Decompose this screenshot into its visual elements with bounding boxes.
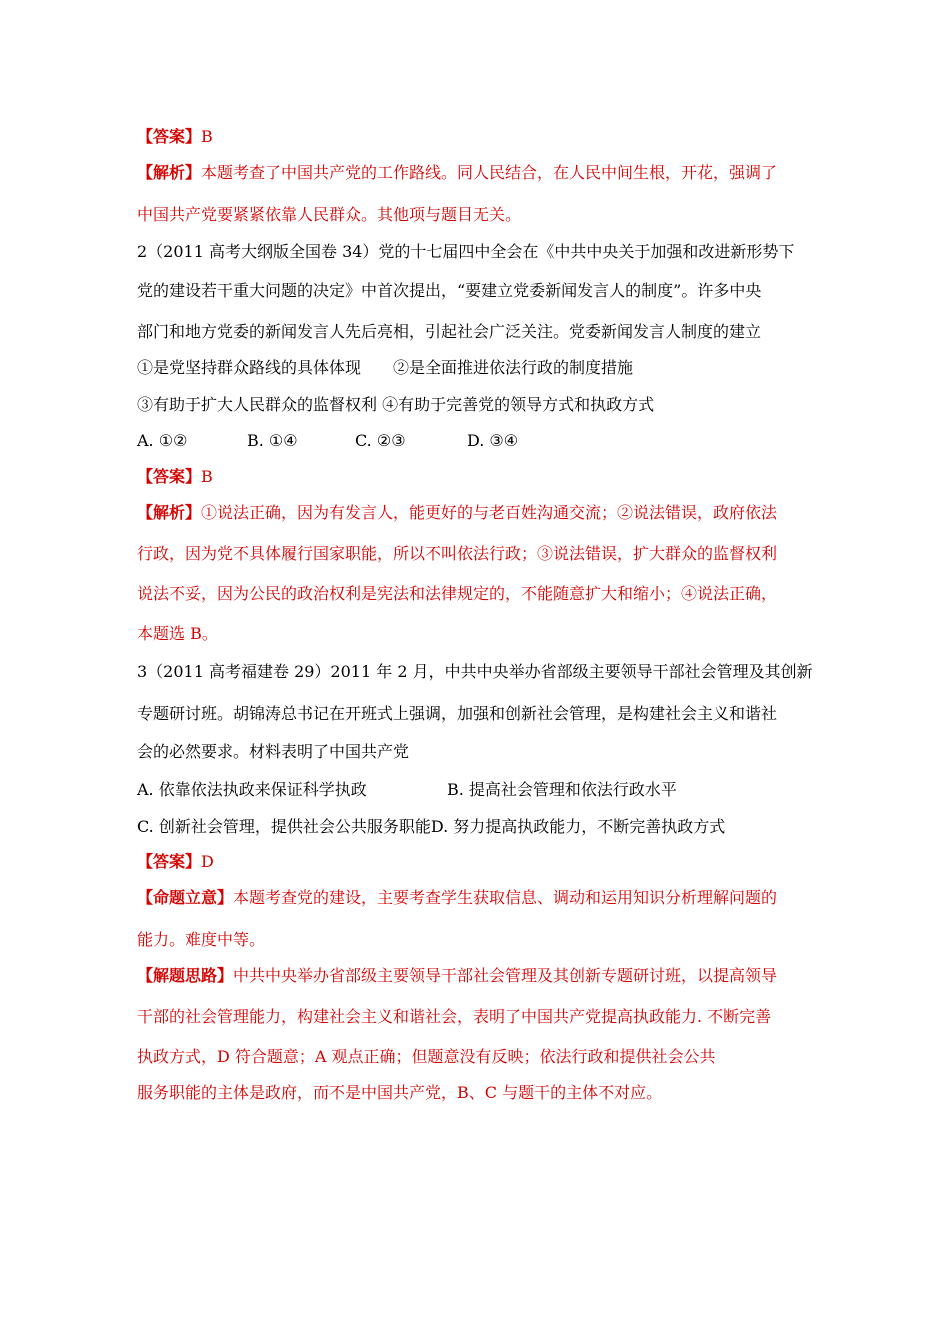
- q2-options-line: [137, 430, 518, 452]
- q3-approach-line-4: 服务职能的主体是政府，而不是中国共产党，B、C 与题干的主体不对应。: [137, 1083, 663, 1102]
- q2-option-a: A. ①②: [137, 431, 188, 450]
- answer-tag: 【答案】: [137, 467, 202, 486]
- q3-approach-line-1: [137, 965, 777, 987]
- q3-approach-line-2: 干部的社会管理能力，构建社会主义和谐社会，表明了中国共产党提高执政能力. 不断完善: [137, 1007, 772, 1026]
- q3-option-b: B. 提高社会管理和依法行政水平: [447, 780, 677, 799]
- q2-option-d: D. ③④: [467, 431, 519, 450]
- q2-answer-line: [137, 466, 213, 488]
- q3-option-d: D. 努力提高执政能力，不断完善执政方式: [430, 817, 726, 836]
- q2-option-b: B. ①④: [247, 431, 298, 450]
- q3-stem-line-3: 会的必然要求。材料表明了中国共产党: [137, 742, 410, 761]
- intent-tag: 【命题立意】: [137, 888, 234, 907]
- q1-answer-line: [137, 126, 213, 148]
- q3-stem-line-1: 3（2011 高考福建卷 29）2011 年 2 月，中共中央举办省部级主要领导干部社会管理及其创新: [137, 662, 813, 681]
- answer-tag: 【答案】: [137, 127, 202, 146]
- q2-option-c: C. ②③: [355, 431, 406, 450]
- q3-option-a: A. 依靠依法执政来保证科学执政: [137, 780, 367, 799]
- q3-options-row-1: [137, 779, 677, 801]
- q2-analysis-line-3: 说法不妥，因为公民的政治权利是宪法和法律规定的，不能随意扩大和缩小；④说法正确，: [137, 584, 778, 603]
- q1-answer-value: B: [201, 127, 213, 146]
- q3-options-row-2: [137, 816, 725, 838]
- q2-analysis-text: ①说法正确，因为有发言人，能更好的与老百姓沟通交流；②说法错误，政府依法: [201, 503, 778, 522]
- analysis-tag: 【解析】: [137, 163, 202, 182]
- q2-analysis-line-1: [137, 502, 777, 524]
- q3-intent-text: 本题考查党的建设，主要考查学生获取信息、调动和运用知识分析理解问题的: [233, 888, 778, 907]
- q1-analysis-line-2: 中国共产党要紧紧依靠人民群众。其他项与题目无关。: [137, 205, 522, 224]
- q3-option-c: C. 创新社会管理，提供社会公共服务职能: [137, 817, 431, 836]
- q2-statements-line-1: ①是党坚持群众路线的具体体现 ②是全面推进依法行政的制度措施: [137, 358, 634, 377]
- q1-analysis-line-1: [137, 162, 777, 184]
- q3-approach-line-3: 执政方式，D 符合题意；A 观点正确；但题意没有反映；依法行政和提供社会公共: [137, 1047, 716, 1066]
- q2-statements-line-2: ③有助于扩大人民群众的监督权利 ④有助于完善党的领导方式和执政方式: [137, 395, 655, 414]
- q3-answer-value: D: [201, 852, 214, 871]
- q2-answer-value: B: [201, 467, 213, 486]
- q3-intent-line-1: [137, 887, 777, 909]
- q2-stem-line-1: 2（2011 高考大纲版全国卷 34）党的十七届四中全会在《中共中央关于加强和改进新形势下: [137, 242, 795, 261]
- q2-analysis-line-2: 行政，因为党不具体履行国家职能，所以不叫依法行政；③说法错误，扩大群众的监督权利: [137, 544, 778, 563]
- analysis-tag: 【解析】: [137, 503, 202, 522]
- approach-tag: 【解题思路】: [137, 966, 234, 985]
- q3-approach-text: 中共中央举办省部级主要领导干部社会管理及其创新专题研讨班，以提高领导: [233, 966, 778, 985]
- q3-stem-line-2: 专题研讨班。胡锦涛总书记在开班式上强调，加强和创新社会管理，是构建社会主义和谐社: [137, 704, 778, 723]
- q2-stem-line-2: 党的建设若干重大问题的决定》中首次提出，“要建立党委新闻发言人的制度”。许多中央: [137, 281, 762, 300]
- q2-stem-line-3: 部门和地方党委的新闻发言人先后亮相，引起社会广泛关注。党委新闻发言人制度的建立: [137, 322, 762, 341]
- q2-analysis-line-4: 本题选 B。: [137, 624, 218, 643]
- q3-answer-line: [137, 851, 214, 873]
- answer-tag: 【答案】: [137, 852, 202, 871]
- q3-intent-line-2: 能力。难度中等。: [137, 930, 266, 949]
- q1-analysis-text: 本题考查了中国共产党的工作路线。同人民结合，在人民中间生根，开花，强调了: [201, 163, 778, 182]
